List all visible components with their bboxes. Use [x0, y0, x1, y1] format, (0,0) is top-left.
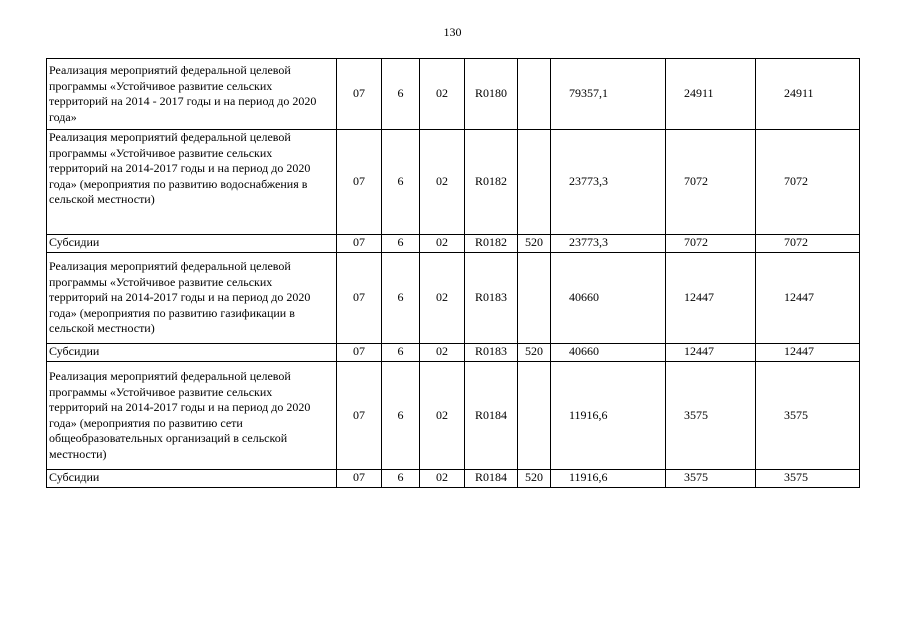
expense-type-cell — [518, 130, 551, 235]
row-name-cell: Субсидии — [47, 235, 337, 253]
row-name-cell: Субсидии — [47, 470, 337, 488]
program-cell: 6 — [382, 470, 420, 488]
subprogram-cell: 02 — [420, 344, 465, 362]
amount-3-cell: 7072 — [756, 235, 860, 253]
program-cell: 6 — [382, 253, 420, 344]
row-name-cell: Реализация мероприятий федеральной целевой программы «Устойчивое развитие сельских территорий на 2014-2017 годы и на период до 2020 года» (мероприятия по развитию сети общеобразовательных организаций в сельской местности) — [47, 362, 337, 470]
table-row — [47, 235, 860, 253]
amount-2-cell: 7072 — [666, 235, 756, 253]
amount-2-cell: 24911 — [666, 59, 756, 130]
expense-type-cell: 520 — [518, 344, 551, 362]
expense-type-cell: 520 — [518, 235, 551, 253]
row-name-cell: Субсидии — [47, 344, 337, 362]
page-number: 130 — [443, 25, 462, 39]
amount-2-cell: 3575 — [666, 362, 756, 470]
expense-type-cell — [518, 59, 551, 130]
expense-type-cell — [518, 253, 551, 344]
amount-1-cell: 79357,1 — [551, 59, 666, 130]
target-article-cell: R0183 — [465, 253, 518, 344]
target-article-cell: R0184 — [465, 470, 518, 488]
target-article-cell: R0183 — [465, 344, 518, 362]
expense-type-cell: 520 — [518, 470, 551, 488]
row-name-cell: Реализация мероприятий федеральной целевой программы «Устойчивое развитие сельских территорий на 2014-2017 годы и на период до 2020 года» (мероприятия по развитию водоснабжения в сельской местности) — [47, 130, 337, 235]
amount-3-cell: 7072 — [756, 130, 860, 235]
table-row — [47, 253, 860, 344]
section-cell: 07 — [337, 235, 382, 253]
table-row — [47, 470, 860, 488]
amount-2-cell: 3575 — [666, 470, 756, 488]
amount-2-cell: 7072 — [666, 130, 756, 235]
section-cell: 07 — [337, 253, 382, 344]
amount-1-cell: 23773,3 — [551, 130, 666, 235]
section-cell: 07 — [337, 362, 382, 470]
section-cell: 07 — [337, 130, 382, 235]
target-article-cell: R0180 — [465, 59, 518, 130]
subprogram-cell: 02 — [420, 470, 465, 488]
amount-3-cell: 12447 — [756, 344, 860, 362]
table-row — [47, 130, 860, 235]
amount-3-cell: 3575 — [756, 362, 860, 470]
expense-type-cell — [518, 362, 551, 470]
program-cell: 6 — [382, 344, 420, 362]
budget-table — [46, 58, 860, 488]
subprogram-cell: 02 — [420, 59, 465, 130]
subprogram-cell: 02 — [420, 253, 465, 344]
amount-2-cell: 12447 — [666, 253, 756, 344]
subprogram-cell: 02 — [420, 235, 465, 253]
amount-2-cell: 12447 — [666, 344, 756, 362]
target-article-cell: R0182 — [465, 235, 518, 253]
amount-1-cell: 40660 — [551, 253, 666, 344]
section-cell: 07 — [337, 59, 382, 130]
amount-1-cell: 11916,6 — [551, 362, 666, 470]
table-row — [47, 362, 860, 470]
section-cell: 07 — [337, 470, 382, 488]
row-name-cell: Реализация мероприятий федеральной целевой программы «Устойчивое развитие сельских территорий на 2014 - 2017 годы и на период до 2020 года» — [47, 59, 337, 130]
amount-1-cell: 23773,3 — [551, 235, 666, 253]
amount-3-cell: 12447 — [756, 253, 860, 344]
program-cell: 6 — [382, 59, 420, 130]
amount-3-cell: 24911 — [756, 59, 860, 130]
amount-1-cell: 40660 — [551, 344, 666, 362]
program-cell: 6 — [382, 235, 420, 253]
program-cell: 6 — [382, 130, 420, 235]
target-article-cell: R0184 — [465, 362, 518, 470]
row-name-cell: Реализация мероприятий федеральной целевой программы «Устойчивое развитие сельских территорий на 2014-2017 годы и на период до 2020 года» (мероприятия по развитию газификации в сельской местности) — [47, 253, 337, 344]
subprogram-cell: 02 — [420, 130, 465, 235]
section-cell: 07 — [337, 344, 382, 362]
table-row — [47, 59, 860, 130]
table-row — [47, 344, 860, 362]
target-article-cell: R0182 — [465, 130, 518, 235]
subprogram-cell: 02 — [420, 362, 465, 470]
amount-1-cell: 11916,6 — [551, 470, 666, 488]
program-cell: 6 — [382, 362, 420, 470]
amount-3-cell: 3575 — [756, 470, 860, 488]
